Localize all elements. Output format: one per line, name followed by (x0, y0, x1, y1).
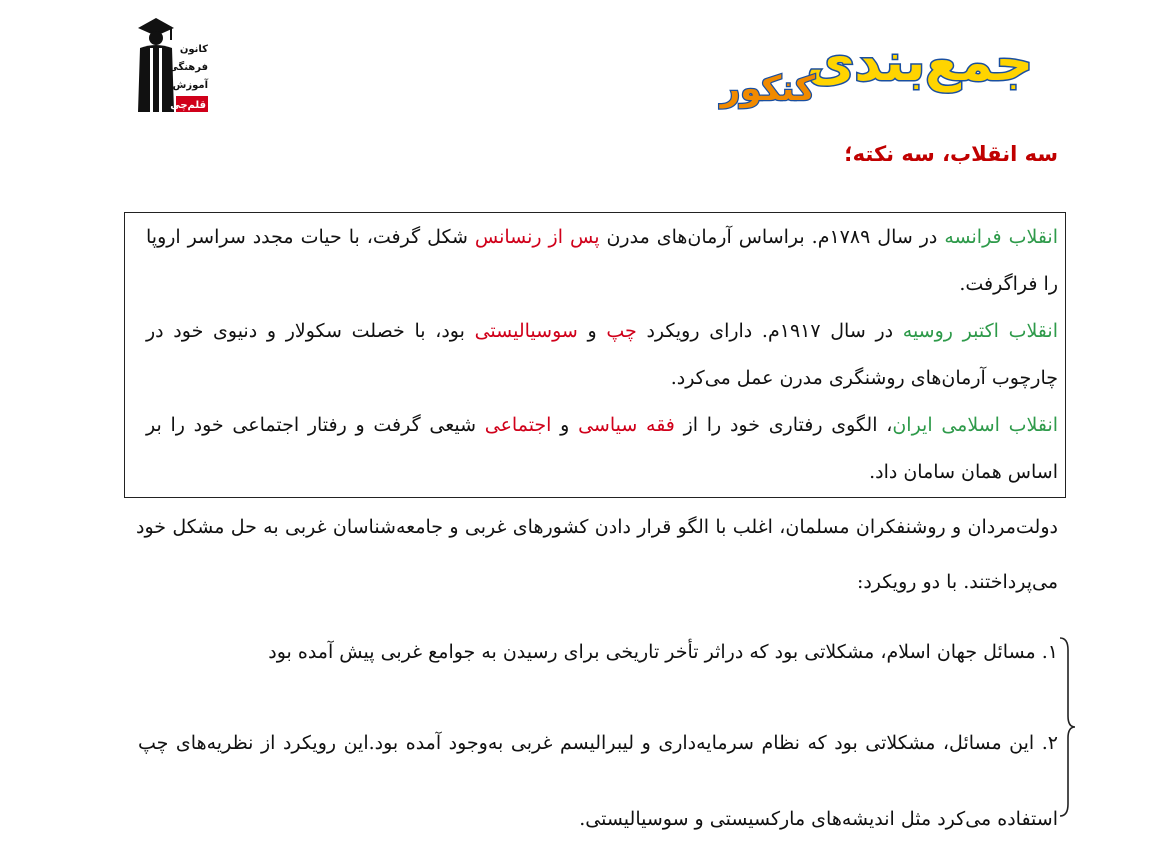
logo-line-4: قلم‌چی (170, 100, 206, 111)
logo-word-jambandi: جمع‌بندی (806, 33, 1033, 93)
text-segment: در سال ۱۷۸۹م. براساس آرمان‌های مدرن (599, 226, 945, 248)
term-october-revolution: انقلاب اکتبر روسیه (902, 320, 1058, 342)
body-paragraph: دولت‌مردان و روشنفکران مسلمان، اغلب با الگو قرار دادن کشورهای غربی و جامعه‌شناسان غربی به حل مشکل خود می‌پرداختند. با دو رویکرد: (136, 516, 1058, 593)
term-islamic-revolution: انقلاب اسلامی ایران (892, 414, 1059, 436)
text-segment: در سال ۱۹۱۷م. دارای رویکرد (636, 320, 903, 342)
kanoon-logo (130, 12, 210, 116)
paragraph-october-revolution (146, 308, 1058, 402)
section-heading: سه انقلاب، سه نکته؛ (844, 142, 1058, 166)
logo-line-1: کانون (179, 44, 208, 55)
logo-line-2: فرهنگی (168, 62, 208, 73)
term-french-revolution: انقلاب فرانسه (944, 226, 1058, 248)
logo-line-3: آموزش (172, 80, 208, 91)
term-left: چپ (606, 320, 637, 342)
term-after-renaissance: پس از رنسانس (474, 226, 600, 248)
text-segment: و (577, 320, 607, 342)
text-segment: شکل گرفت، با حیات مجدد سراسر اروپا را فراگرفت. (146, 226, 1058, 295)
term-political-jurisprudence: فقه سیاسی (578, 414, 675, 436)
term-social: اجتماعی (484, 414, 552, 436)
jambandi-konkur-logo (695, 30, 1040, 110)
logo-word-konkur: کنکور (720, 69, 815, 109)
paragraph-french-revolution (146, 214, 1058, 308)
text-segment: ، الگوی رفتاری خود را از (674, 414, 893, 436)
approach-item-1: ۱. مسائل جهان اسلام، مشکلاتی بود که دراثر تأخر تاریخی برای رسیدن به جوامع غربی پیش آمده بود (268, 641, 1058, 663)
text-segment: و (551, 414, 579, 436)
text-segment: شیعی گرفت و رفتار اجتماعی خود را بر اساس همان سامان داد. (146, 414, 1058, 483)
paragraph-islamic-revolution (146, 402, 1058, 496)
text-segment: بود، با خصلت سکولار و دنیوی خود در چارچوب آرمان‌های روشنگری مدرن عمل می‌کرد. (146, 320, 1058, 389)
term-socialist: سوسیالیستی (474, 320, 578, 342)
curly-brace-icon (1058, 636, 1078, 818)
approach-item-2: ۲. این مسائل، مشکلاتی بود که نظام سرمایه‌داری و لیبرالیسم غربی به‌وجود آمده بود.این رویکرد از نظریه‌های چپ استفاده می‌کرد مثل اندیشه‌های مارکسیستی و سوسیالیستی. (138, 732, 1058, 830)
